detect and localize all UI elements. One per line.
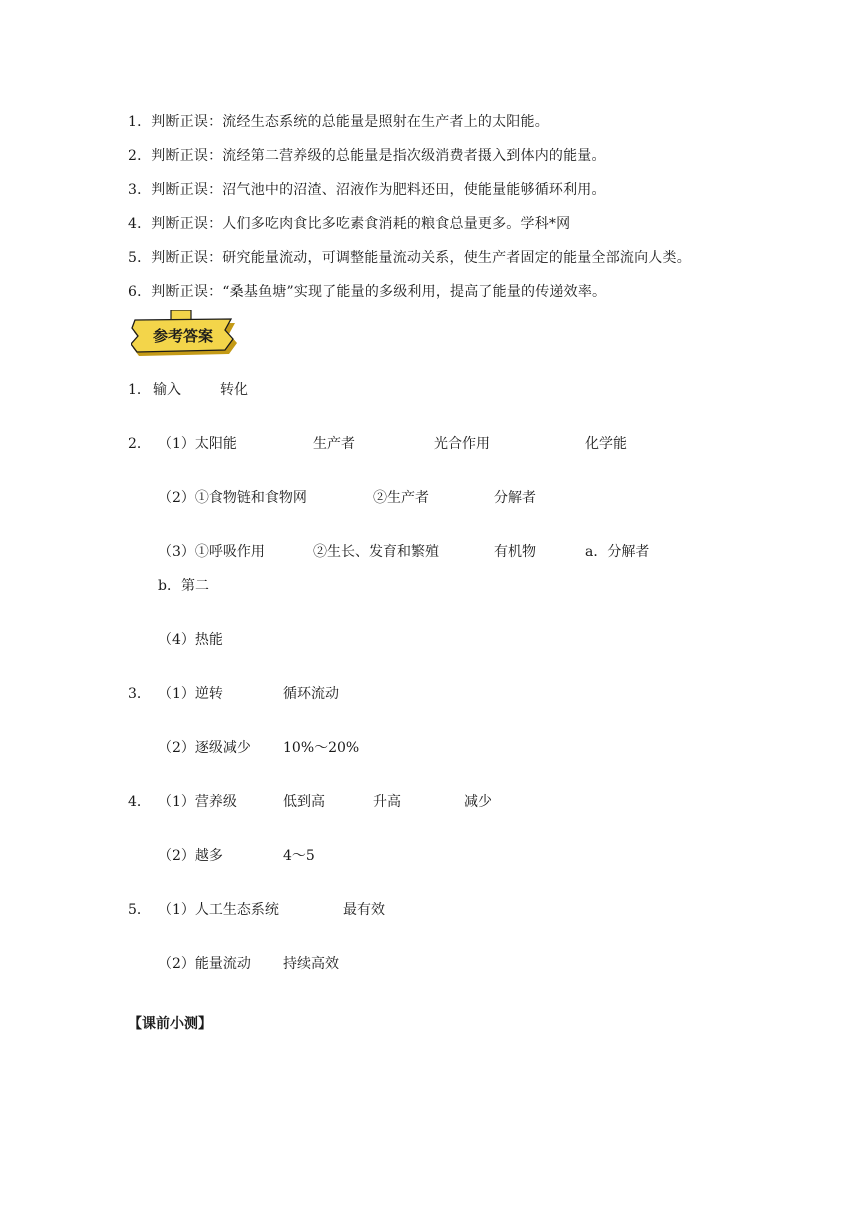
answer-number: 5． — [128, 902, 151, 918]
answer-cell: a．分解者 — [585, 544, 650, 560]
answer-number: 4． — [128, 794, 151, 810]
answer-cell: b．第二 — [158, 578, 209, 594]
answer-cell: ②生产者 — [373, 490, 429, 506]
answer-number: 2． — [128, 436, 151, 452]
answer-cell: （4）热能 — [158, 632, 223, 648]
answer-cell: （2）越多 — [158, 848, 223, 864]
answer-cell: （2）逐级减少 — [158, 740, 251, 756]
answer-number: 1． — [128, 382, 151, 398]
answer-cell: 有机物 — [494, 544, 536, 560]
statement-2: 2．判断正误：流经第二营养级的总能量是指次级消费者摄入到体内的能量。 — [128, 148, 606, 164]
answer-cell: 4～5 — [283, 848, 315, 864]
answer-cell: 生产者 — [313, 436, 355, 452]
answer-cell: ②生长、发育和繁殖 — [313, 544, 439, 560]
answer-cell: 升高 — [373, 794, 401, 810]
answer-cell: 减少 — [464, 794, 492, 810]
answer-cell: （1）逆转 — [158, 686, 223, 702]
answer-cell: （2）①食物链和食物网 — [158, 490, 307, 506]
section-heading-pre-class-quiz: 【课前小测】 — [128, 1016, 212, 1032]
answer-cell: 循环流动 — [283, 686, 339, 702]
answer-cell: 最有效 — [343, 902, 385, 918]
answer-cell: （1）太阳能 — [158, 436, 237, 452]
answer-cell: 化学能 — [585, 436, 627, 452]
reference-answer-banner — [131, 310, 239, 356]
answer-cell: （1）人工生态系统 — [158, 902, 279, 918]
banner-tab — [171, 310, 191, 320]
answer-cell: 10%～20% — [283, 740, 360, 756]
statement-1: 1．判断正误：流经生态系统的总能量是照射在生产者上的太阳能。 — [128, 114, 549, 130]
answer-cell: （3）①呼吸作用 — [158, 544, 265, 560]
answer-cell: 持续高效 — [283, 956, 339, 972]
answer-cell: 分解者 — [494, 490, 536, 506]
answer-cell: 光合作用 — [434, 436, 490, 452]
statement-3: 3．判断正误：沼气池中的沼渣、沼液作为肥料还田，使能量能够循环利用。 — [128, 182, 606, 198]
answer-cell: 转化 — [220, 382, 248, 398]
statement-6: 6．判断正误：“桑基鱼塘”实现了能量的多级利用，提高了能量的传递效率。 — [128, 284, 607, 300]
answer-cell: 低到高 — [283, 794, 325, 810]
answer-cell: （1）营养级 — [158, 794, 237, 810]
statement-5: 5．判断正误：研究能量流动，可调整能量流动关系，使生产者固定的能量全部流向人类。 — [128, 250, 691, 266]
answer-cell: 输入 — [153, 382, 181, 398]
answer-cell: （2）能量流动 — [158, 956, 251, 972]
statement-4: 4．判断正误：人们多吃肉食比多吃素食消耗的粮食总量更多。学科*网 — [128, 216, 571, 232]
answer-number: 3． — [128, 686, 151, 702]
banner-title: 参考答案 — [152, 327, 214, 345]
